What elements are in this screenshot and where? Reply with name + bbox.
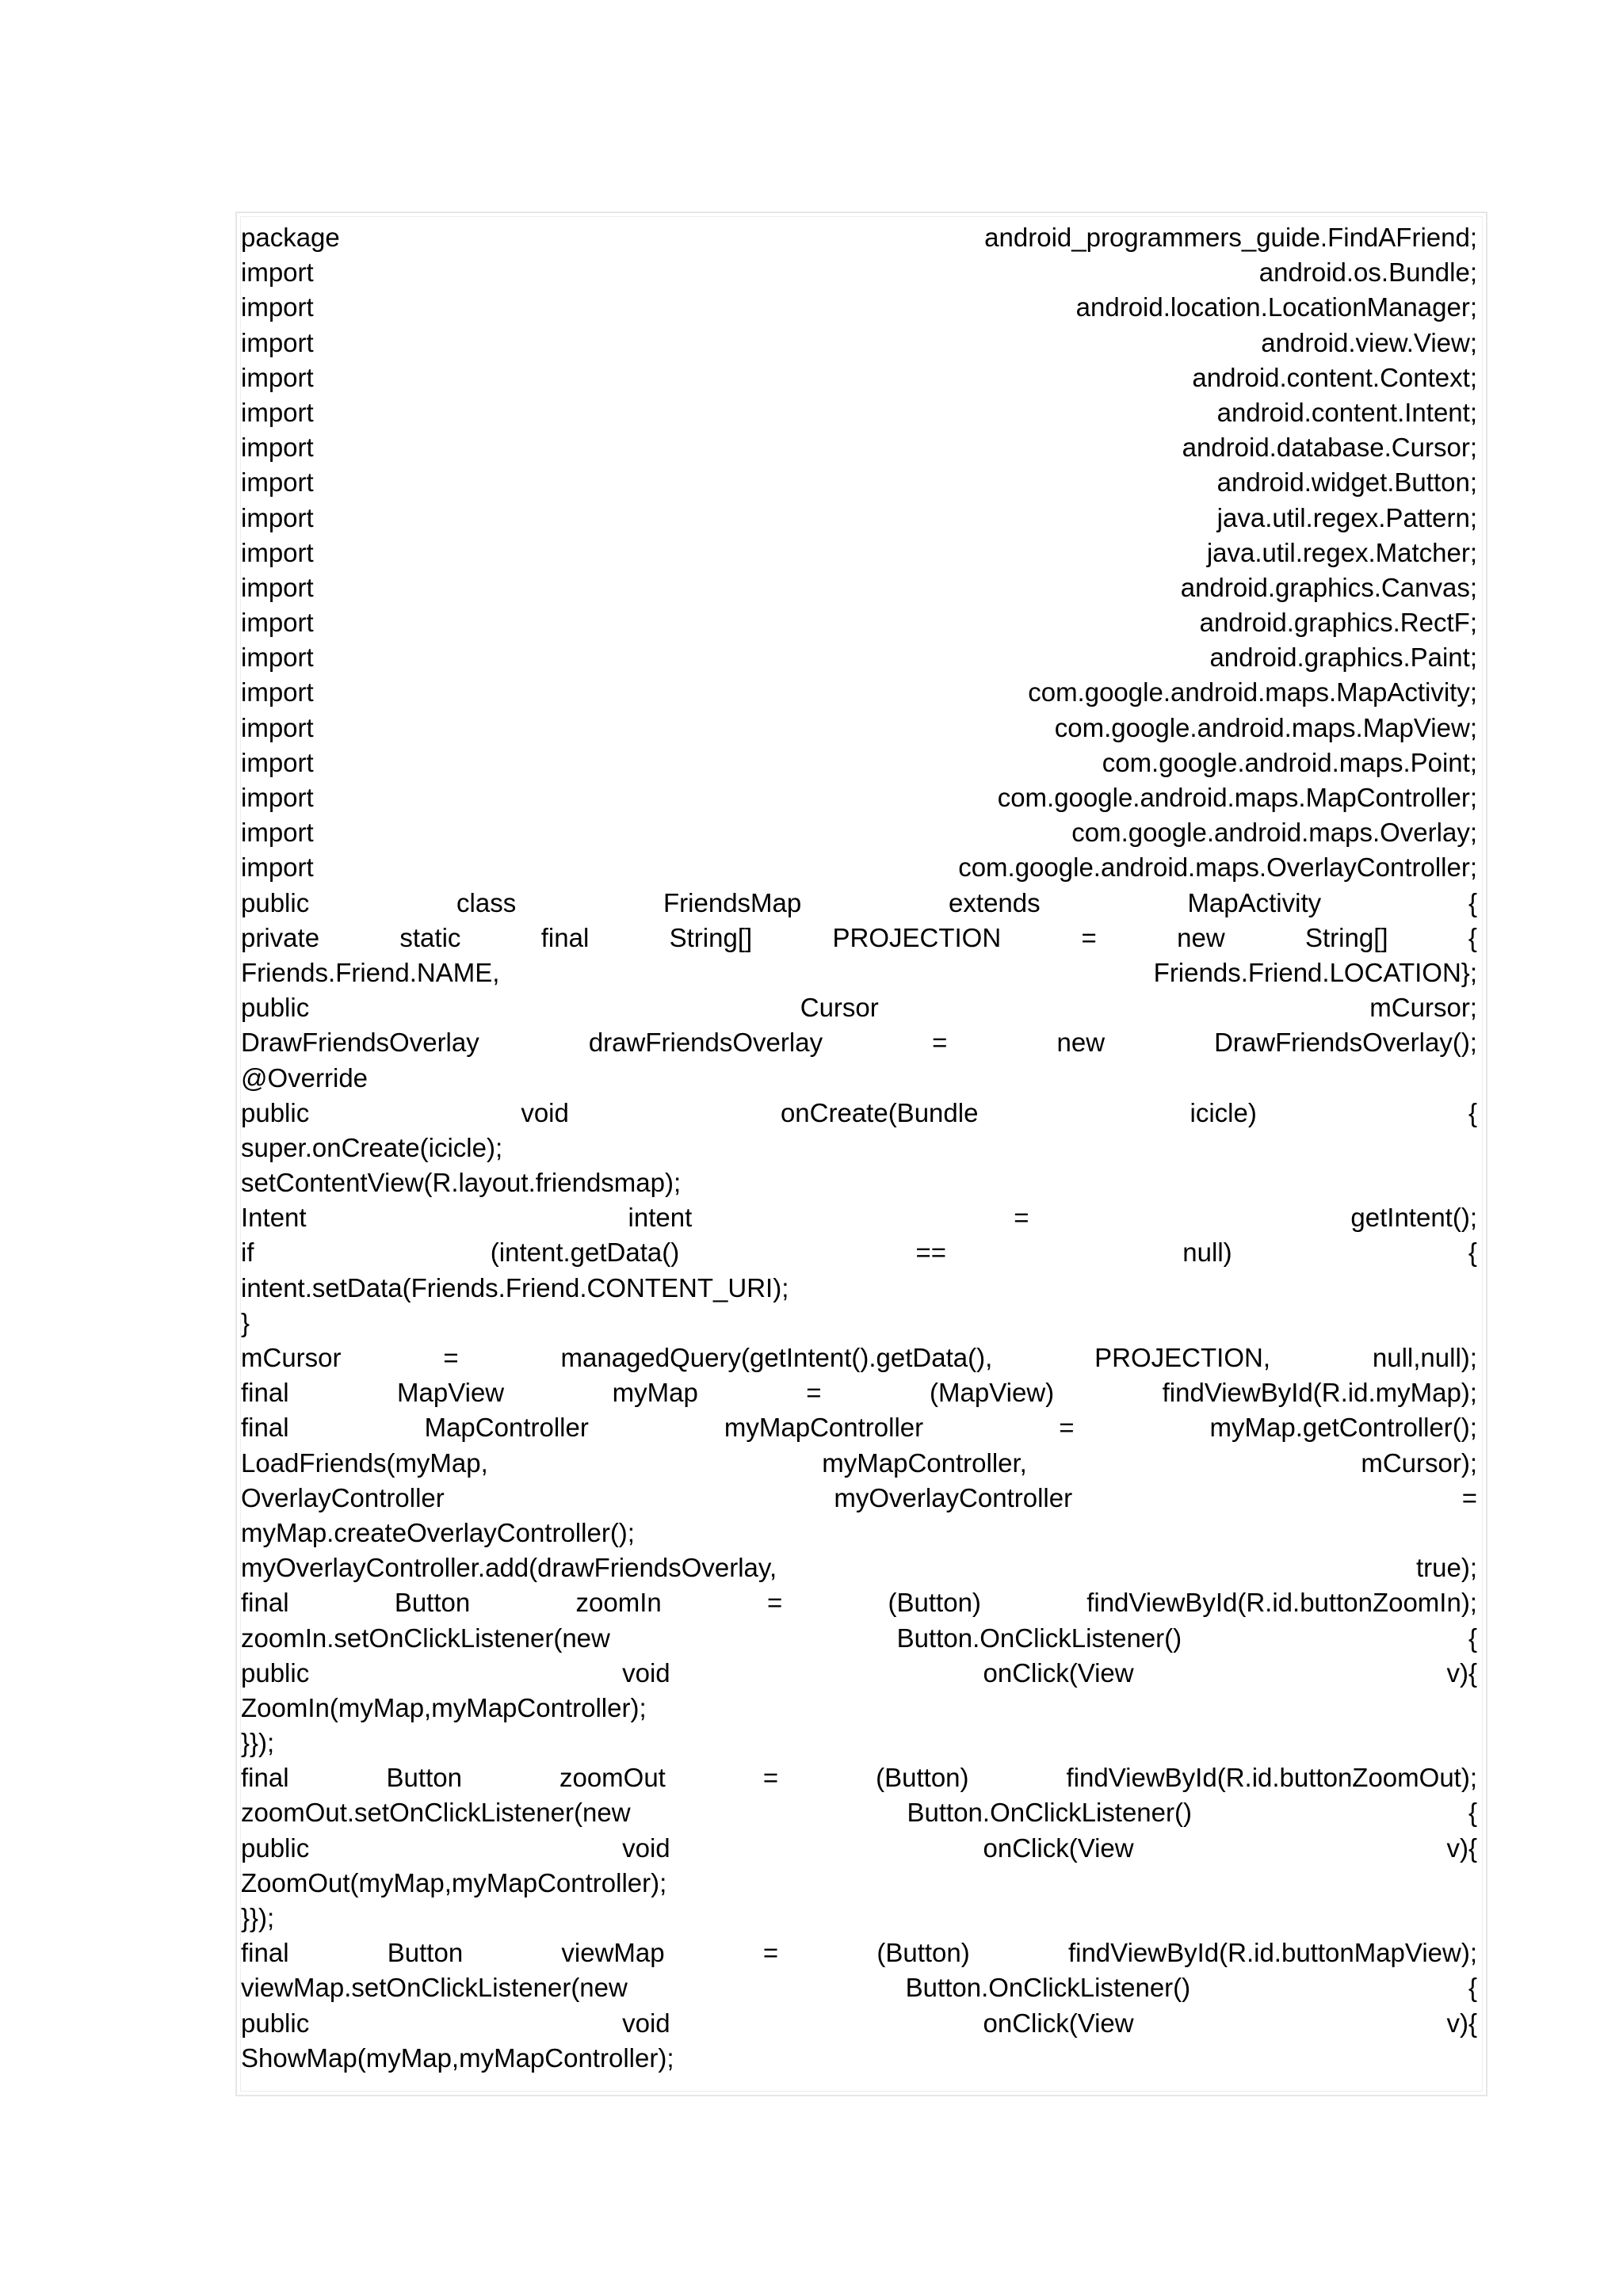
code-token: new [1056,1028,1106,1058]
code-token: Button.OnClickListener() [896,1623,1182,1653]
code-token: Friends.Friend.LOCATION}; [1153,957,1477,987]
code-token: PROJECTION [832,922,1002,952]
code-token: java.util.regex.Pattern; [1216,502,1477,532]
code-line [241,1271,1477,1306]
code-token: android.widget.Button; [1216,467,1477,498]
code-line [241,1025,1477,1060]
code-line [241,886,1477,921]
code-token: true); [1415,1553,1477,1583]
code-token: Button [394,1588,471,1618]
code-line [241,921,1477,955]
code-token: com.google.android.maps.MapController; [997,783,1477,812]
code-line [241,815,1477,850]
code-line [241,1375,1477,1410]
code-token: DrawFriendsOverlay(); [1214,1028,1477,1058]
code-token: new [1177,922,1225,952]
code-token: myMap [612,1378,698,1408]
code-token: Button [386,1763,462,1793]
code-token: import [241,502,314,532]
code-token: Cursor [800,993,879,1023]
code-token: import [241,362,314,392]
code-token: = [762,1763,779,1793]
code-token: void [622,2008,670,2038]
code-token: com.google.android.maps.OverlayController; [958,852,1477,883]
code-line [241,465,1477,500]
code-line [241,290,1477,325]
code-token: myOverlayController [834,1482,1073,1512]
code-line [241,1760,1477,1795]
code-token: onCreate(Bundle [780,1097,979,1127]
code-line [241,1410,1477,1445]
code-line [241,1726,1477,1760]
code-token: }}); [241,1728,275,1758]
code-line [241,1131,1477,1165]
code-line [241,1306,1477,1341]
code-token: android_programmers_guide.FindAFriend; [984,223,1477,252]
code-token: android.content.Context; [1192,362,1477,392]
code-line [241,675,1477,710]
code-line [241,1936,1477,1970]
code-token: ZoomIn(myMap,myMapController); [241,1692,647,1722]
code-token: import [241,397,314,427]
code-token: extends [949,887,1041,917]
code-token: myMapController [724,1413,924,1443]
code-token: v){ [1446,1657,1477,1688]
code-line [241,1200,1477,1235]
code-line [241,746,1477,780]
code-line [241,570,1477,605]
code-token: import [241,608,314,638]
code-token: null) [1182,1238,1232,1268]
code-token: String[] [1305,922,1388,952]
code-token: zoomOut [559,1763,666,1793]
code-token: android.graphics.Canvas; [1180,572,1477,602]
code-token: zoomIn.setOnClickListener(new [241,1623,610,1653]
code-token: intent [628,1203,693,1233]
code-token: final [241,1588,289,1618]
code-token: import [241,572,314,602]
code-token: { [1468,922,1477,952]
code-token: java.util.regex.Matcher; [1206,537,1477,567]
code-token: public [241,1657,310,1688]
code-token: mCursor; [1369,993,1477,1023]
code-token: static [399,922,461,952]
code-token: final [241,1763,289,1793]
code-line [241,955,1477,990]
code-token: public [241,1833,310,1863]
code-token: } [241,1307,250,1337]
code-token: { [1468,887,1477,917]
code-token: Intent [241,1203,307,1233]
code-token: public [241,1097,310,1127]
code-token: final [540,922,590,952]
code-token: Button [387,1938,464,1968]
code-token: = [1081,922,1097,952]
code-line [241,1550,1477,1585]
code-line [241,1446,1477,1481]
code-token: viewMap [561,1938,665,1968]
code-token: = [443,1343,459,1372]
code-line [241,1096,1477,1131]
code-token: PROJECTION, [1094,1343,1271,1372]
code-line [241,220,1477,255]
code-line [241,780,1477,815]
code-token: onClick(View [983,1833,1134,1863]
code-line [241,1165,1477,1200]
code-line [241,1656,1477,1691]
code-token: = [806,1378,822,1408]
code-line [241,1481,1477,1516]
code-token: final [241,1378,289,1408]
code-line [241,1691,1477,1726]
code-line [241,360,1477,395]
code-token: if [241,1238,254,1268]
code-token: = [932,1028,948,1058]
code-token: LoadFriends(myMap, [241,1447,488,1478]
code-token: import [241,327,314,357]
code-token: import [241,852,314,883]
code-token: (intent.getData() [490,1238,680,1268]
code-token: zoomOut.setOnClickListener(new [241,1798,631,1828]
code-token: Button.OnClickListener() [905,1973,1191,2003]
code-token: import [241,747,314,777]
code-token: }}); [241,1903,275,1932]
code-line [241,1235,1477,1270]
code-token: import [241,643,314,673]
code-token: android.location.LocationManager; [1075,292,1477,322]
code-line [241,536,1477,570]
code-token: Friends.Friend.NAME, [241,957,500,987]
code-line [241,1970,1477,2005]
code-token: android.graphics.RectF; [1199,608,1477,638]
code-token: icicle) [1190,1097,1257,1127]
code-token: onClick(View [983,2008,1134,2038]
code-token: findViewById(R.id.buttonZoomIn); [1086,1588,1477,1618]
code-line [241,711,1477,746]
code-token: ZoomOut(myMap,myMapController); [241,1867,667,1897]
code-token: com.google.android.maps.MapActivity; [1028,677,1477,707]
code-line [241,1516,1477,1550]
code-line [241,1621,1477,1656]
code-line [241,990,1477,1025]
code-line [241,2006,1477,2041]
code-line [241,1341,1477,1375]
code-line [241,1866,1477,1901]
code-token: void [622,1657,670,1688]
code-token: DrawFriendsOverlay [241,1028,479,1058]
code-token: String[] [669,922,753,952]
code-token: public [241,887,310,917]
code-token: class [456,887,517,917]
code-token: android.database.Cursor; [1182,433,1477,463]
code-token: final [241,1413,289,1443]
code-line [241,1061,1477,1096]
code-token: = [1059,1413,1075,1443]
code-token: (Button) [876,1938,970,1968]
code-line [241,255,1477,290]
code-line [241,605,1477,640]
code-token: import [241,712,314,742]
code-token: v){ [1446,1833,1477,1863]
code-token: { [1468,1097,1477,1127]
code-token: android.graphics.Paint; [1209,643,1477,673]
code-token: com.google.android.maps.Overlay; [1071,818,1477,848]
code-token: import [241,537,314,567]
code-token: public [241,993,310,1023]
code-token: findViewById(R.id.buttonZoomOut); [1066,1763,1477,1793]
code-token: = [1014,1203,1029,1233]
code-token: private [241,922,320,952]
code-line [241,326,1477,360]
code-line [241,1795,1477,1830]
code-token: (Button) [876,1763,969,1793]
code-token: { [1468,1623,1477,1653]
code-token: mCursor); [1361,1447,1477,1478]
code-token: myMapController, [822,1447,1027,1478]
code-token: intent.setData(Friends.Friend.CONTENT_URI); [241,1272,789,1302]
code-token: com.google.android.maps.MapView; [1054,712,1477,742]
code-line [241,430,1477,465]
code-token: setContentView(R.layout.friendsmap); [241,1168,682,1198]
code-token: import [241,677,314,707]
code-token: (MapView) [930,1378,1055,1408]
code-token: v){ [1446,2008,1477,2038]
code-token: import [241,467,314,498]
code-token: onClick(View [983,1657,1134,1688]
code-token: import [241,783,314,812]
code-token: ShowMap(myMap,myMapController); [241,2042,674,2073]
code-listing [241,220,1477,2076]
code-token: == [915,1238,947,1268]
code-token: { [1468,1798,1477,1828]
code-line [241,850,1477,885]
code-line [241,1901,1477,1936]
code-token: null,null); [1372,1343,1477,1372]
code-token: (Button) [888,1588,981,1618]
code-token: FriendsMap [663,887,802,917]
code-token: { [1468,1973,1477,2003]
code-token: MapController [424,1413,589,1443]
code-line [241,501,1477,536]
code-token: import [241,818,314,848]
code-line [241,2041,1477,2076]
code-token: findViewById(R.id.buttonMapView); [1067,1938,1477,1968]
code-token: mCursor [241,1343,342,1372]
code-token: android.view.View; [1261,327,1477,357]
code-token: myMap.createOverlayController(); [241,1517,635,1547]
code-token: android.content.Intent; [1216,397,1477,427]
code-token: final [241,1938,289,1968]
code-token: findViewById(R.id.myMap); [1162,1378,1477,1408]
code-token: com.google.android.maps.Point; [1102,747,1477,777]
code-token: myOverlayController.add(drawFriendsOverlay, [241,1553,777,1583]
code-token: Button.OnClickListener() [907,1798,1192,1828]
code-line [241,640,1477,675]
code-token: MapActivity [1187,887,1322,917]
code-token: { [1468,1238,1477,1268]
code-token: myMap.getController(); [1209,1413,1477,1443]
code-token: public [241,2008,310,2038]
code-line [241,395,1477,430]
code-token: android.os.Bundle; [1258,257,1477,288]
code-token: OverlayController [241,1482,445,1512]
code-line [241,1585,1477,1620]
code-token: = [762,1938,779,1968]
code-token: void [622,1833,670,1863]
code-token: drawFriendsOverlay [588,1028,823,1058]
code-token: super.onCreate(icicle); [241,1132,503,1162]
code-token: import [241,433,314,463]
code-token: void [521,1097,569,1127]
code-line [241,1831,1477,1866]
code-token: import [241,257,314,288]
code-token: getIntent(); [1350,1203,1477,1233]
code-token: = [766,1588,783,1618]
code-token: MapView [397,1378,505,1408]
code-token: viewMap.setOnClickListener(new [241,1973,628,2003]
code-token: package [241,223,340,252]
code-token: @Override [241,1062,369,1093]
code-token: zoomIn [575,1588,662,1618]
code-token: managedQuery(getIntent().getData(), [560,1343,993,1372]
code-token: import [241,292,314,322]
code-token: = [1461,1482,1477,1512]
